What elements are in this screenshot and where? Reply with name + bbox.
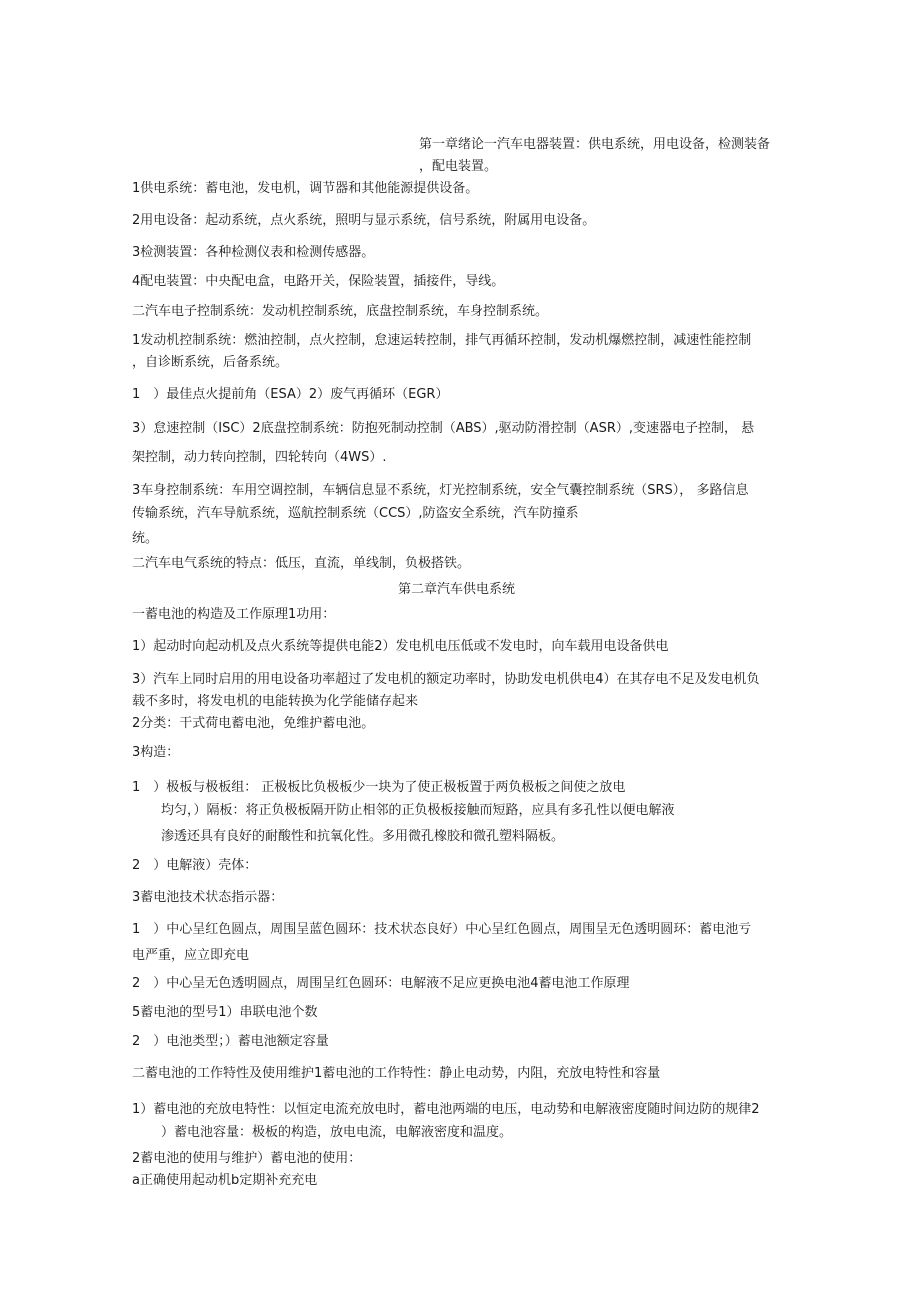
text-line: 1）蓄电池的充放电特性：以恒定电流充放电时，蓄电池两端的电压，电动势和电解液密度随时间边防的规律2	[132, 1102, 760, 1117]
section-heading: 二蓄电池的工作特性及使用维护1蓄电池的工作特性：静止电动势，内阻，充放电特性和容量	[132, 1066, 661, 1081]
text-line: 2 ）电池类型；）蓄电池额定容量	[132, 1034, 329, 1049]
chapter-2-heading: 第二章汽车供电系统	[398, 582, 516, 597]
text-line: 3检测装置：各种检测仪表和检测传感器。	[132, 245, 375, 260]
text-line: 架控制，动力转向控制，四轮转向（4WS）.	[132, 450, 387, 465]
text-line: 2用电设备：起动系统，点火系统，照明与显示系统，信号系统，附属用电设备。	[132, 213, 596, 228]
text-line: 3）汽车上同时启用的用电设备功率超过了发电机的额定功率时，协助发电机供电4）在其存电不足及发电机负	[132, 672, 760, 687]
text-line: 2蓄电池的使用与维护）蓄电池的使用：	[132, 1151, 362, 1166]
section-heading: 二汽车电气系统的特点：低压，直流，单线制，负极搭铁。	[132, 556, 471, 571]
text-line: 1 ）极板与极板组： 正极板比负极板少一块为了使正极板置于两负极板之间使之放电	[132, 780, 626, 795]
section-heading: 二汽车电子控制系统：发动机控制系统，底盘控制系统，车身控制系统。	[132, 304, 549, 319]
text-line: 统。	[132, 531, 159, 546]
text-line: 2分类：干式荷电蓄电池，免维护蓄电池。	[132, 716, 375, 731]
text-line: 3构造：	[132, 745, 180, 760]
text-line: 5蓄电池的型号1）串联电池个数	[132, 1005, 318, 1020]
text-line: 载不多时，将发电机的电能转换为化学能储存起来	[132, 694, 419, 709]
text-line: 传输系统，汽车导航系统，巡航控制系统（CCS）,防盗安全系统，汽车防撞系	[132, 506, 579, 521]
chapter-1-heading: 第一章绪论一汽车电器装置：供电系统，用电设备，检测装备	[419, 137, 771, 152]
text-line: 2 ）中心呈无色透明圆点，周围呈红色圆环：电解液不足应更换电池4蓄电池工作原理	[132, 976, 630, 991]
text-line: 1发动机控制系统：燃油控制，点火控制，怠速运转控制，排气再循环控制，发动机爆燃控制，减速性能控制	[132, 333, 752, 348]
section-heading: 一蓄电池的构造及工作原理1功用：	[132, 607, 336, 622]
text-line: 4配电装置：中央配电盒，电路开关，保险装置，插接件，导线。	[132, 274, 505, 289]
text-line: 1 ）最佳点火提前角（ESA）2）废气再循环（EGR）	[132, 387, 449, 402]
text-line: 3）怠速控制（ISC）2底盘控制系统：防抱死制动控制（ABS）,驱动防滑控制（ASR）,变速器电子控制， 悬	[132, 421, 755, 436]
text-line-indented: 均匀，）隔板：将正负极板隔开防止相邻的正负极板接触而短路，应具有多孔性以便电解液	[161, 803, 675, 818]
text-line: 3蓄电池技术状态指示器：	[132, 890, 284, 905]
text-line: 3车身控制系统：车用空调控制，车辆信息显不系统，灯光控制系统，安全气囊控制系统（SRS）， 多路信息	[132, 483, 749, 498]
text-line-indented: ）蓄电池容量：极板的构造，放电电流，电解液密度和温度。	[161, 1125, 513, 1140]
text-line: ，自诊断系统，后备系统。	[132, 355, 289, 370]
text-line: 电严重，应立即充电	[132, 948, 250, 963]
chapter-1-heading-continued: ，配电装置。	[419, 159, 498, 174]
text-line: 2 ）电解液）壳体：	[132, 858, 258, 873]
text-line: 1）起动时向起动机及点火系统等提供电能2）发电机电压低或不发电时，向车载用电设备供电	[132, 639, 669, 654]
text-line: a正确使用起动机b定期补充充电	[132, 1173, 318, 1188]
text-line-indented: 渗透还具有良好的耐酸性和抗氧化性。多用微孔橡胶和微孔塑料隔板。	[161, 829, 565, 844]
text-line: 1 ）中心呈红色圆点，周围呈蓝色圆环：技术状态良好）中心呈红色圆点，周围呈无色透明圆环：蓄电池亏	[132, 922, 752, 937]
text-line: 1供电系统：蓄电池，发电机，调节器和其他能源提供设备。	[132, 181, 479, 196]
